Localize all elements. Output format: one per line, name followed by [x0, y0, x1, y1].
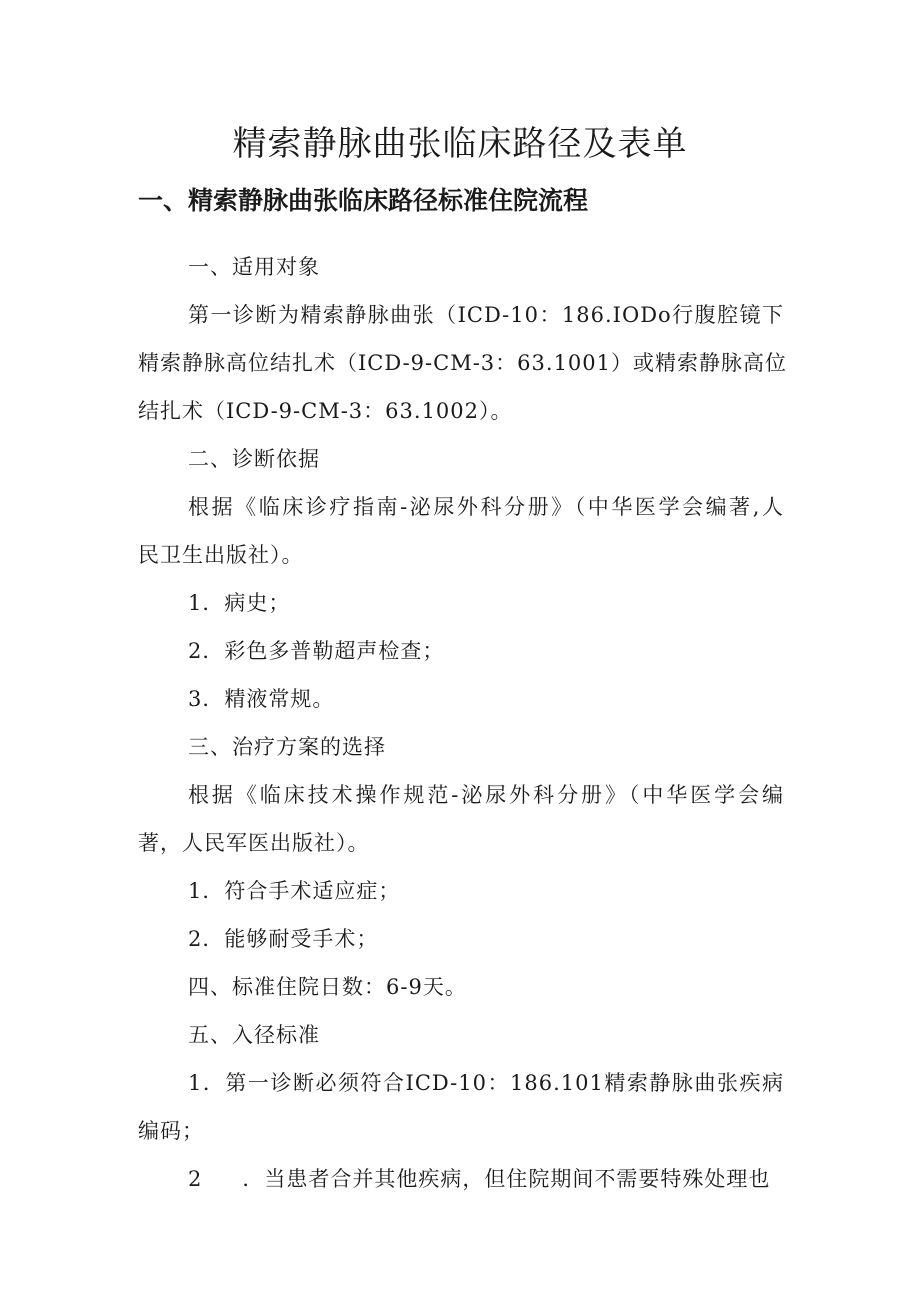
- paragraph-line: 民卫生出版社）。: [138, 543, 304, 567]
- paragraph-line: 结扎术（ICD-9-CM-3：63.1002）。: [138, 399, 513, 423]
- paragraph-line: 1．病史；: [188, 591, 291, 615]
- paragraph-line: 2．彩色多普勒超声检查；: [188, 639, 445, 663]
- paragraph-line: 五、入径标准: [188, 1023, 320, 1047]
- paragraph-line: 2．能够耐受手术；: [188, 927, 379, 951]
- list-number: 2: [188, 1167, 203, 1191]
- paragraph-line: 3．精液常规。: [188, 687, 335, 711]
- section-heading: 一、精索静脉曲张临床路径标准住院流程: [138, 186, 589, 215]
- paragraph-line: 一、适用对象: [188, 255, 320, 279]
- document-body: [138, 243, 788, 1203]
- paragraph-line: 根据《临床技术操作规范-泌尿外科分册》（中华医学会编: [188, 783, 784, 807]
- paragraph-line: 二、诊断依据: [188, 447, 320, 471]
- paragraph-line-last: [138, 1155, 784, 1203]
- paragraph-line: 第一诊断为精索静脉曲张（ICD-10：186.IODo行腹腔镜下: [188, 303, 784, 327]
- paragraph-line: 四、标准住院日数：6-9天。: [188, 975, 467, 999]
- list-text: ．当患者合并其他疾病，但住院期间不需要特殊处理也: [242, 1167, 771, 1191]
- paragraph-line: 编码；: [138, 1119, 204, 1143]
- paragraph-line: 1．第一诊断必须符合ICD-10：186.101精索静脉曲张疾病: [188, 1071, 784, 1095]
- paragraph-line: 精索静脉高位结扎术（ICD-9-CM-3：63.1001）或精索静脉高位: [138, 351, 788, 375]
- paragraph-line: 著，人民军医出版社）。: [138, 831, 370, 855]
- paragraph-line: 三、治疗方案的选择: [188, 735, 386, 759]
- document-title: 精索静脉曲张临床路径及表单: [232, 124, 688, 164]
- paragraph-line: 1．符合手术适应症；: [188, 879, 401, 903]
- paragraph-line: 根据《临床诊疗指南-泌尿外科分册》（中华医学会编著,人: [188, 495, 784, 519]
